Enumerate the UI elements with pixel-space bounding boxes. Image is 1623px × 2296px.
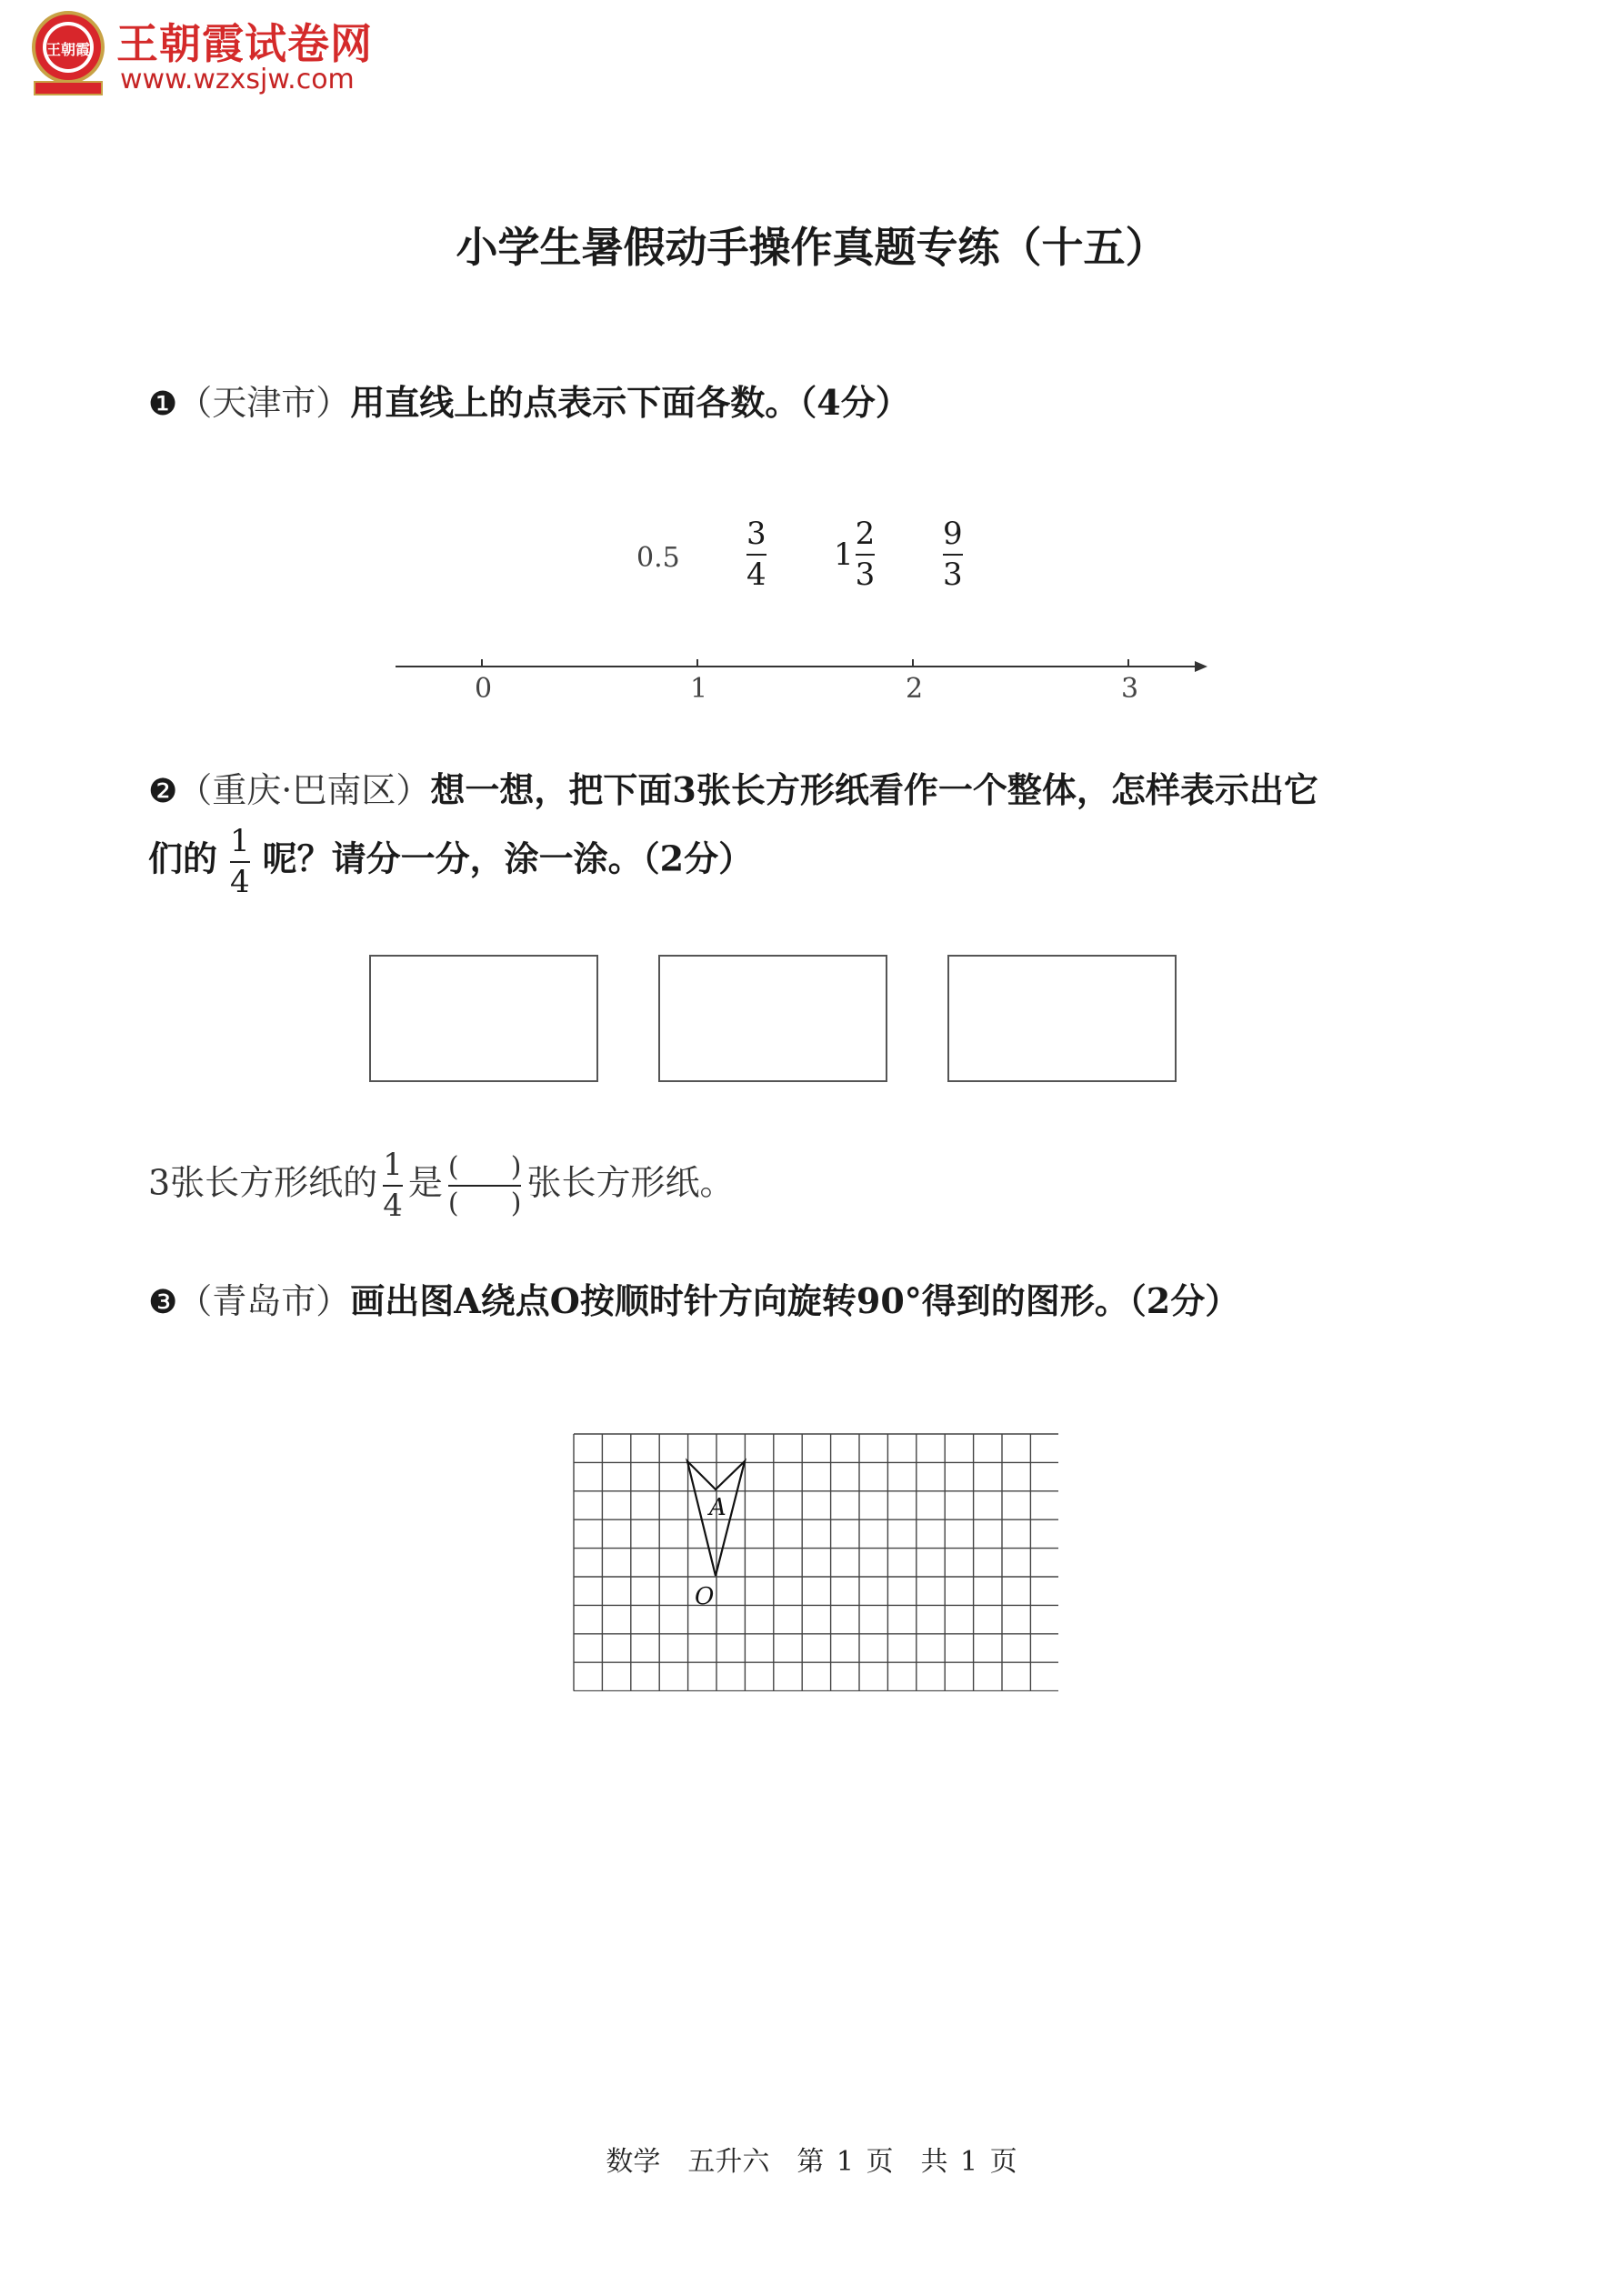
- q2-answer-line: [148, 1148, 734, 1224]
- q3-region: （青岛市）: [177, 1281, 351, 1321]
- q2-answer-post: 张长方形纸。: [526, 1162, 735, 1203]
- q1-value-decimal: 0.5: [636, 542, 680, 574]
- paper-rectangle-1[interactable]: [369, 955, 598, 1082]
- answer-blank-denominator[interactable]: ( ): [447, 1188, 522, 1220]
- q3-text: 画出图A绕点O按顺时针方向旋转90°得到的图形。（2分）: [350, 1280, 1240, 1321]
- frac-num: 1: [383, 1147, 403, 1183]
- grid-figure: [573, 1433, 1058, 1691]
- mixed-whole: 1: [834, 536, 854, 574]
- tick-label-3: 3: [1121, 673, 1139, 705]
- q2-number: ❷: [148, 773, 178, 810]
- frac-den: 3: [943, 556, 963, 594]
- answer-blank-numerator[interactable]: ( ): [447, 1150, 522, 1183]
- q2-region: （重庆·巴南区）: [177, 770, 431, 810]
- q1-value-frac-9-3: [937, 516, 968, 593]
- q2-answer-mid: 是: [407, 1162, 443, 1203]
- frac-num: 9: [943, 516, 963, 552]
- badge-text: 王朝霞: [45, 41, 91, 58]
- q1-number: ❶: [148, 386, 178, 423]
- q3-number: ❸: [148, 1284, 178, 1321]
- tick-label-2: 2: [906, 673, 924, 705]
- q2-prompt-line2: [148, 824, 753, 900]
- tick-label-0: 0: [475, 673, 493, 705]
- frac-num: 2: [855, 516, 876, 552]
- tick-label-1: 1: [690, 673, 708, 705]
- q1-value-mixed: [834, 516, 880, 593]
- paper-rectangle-3[interactable]: [947, 955, 1177, 1082]
- q3-prompt: [148, 1273, 1239, 1323]
- q1-region: （天津市）: [177, 383, 351, 423]
- page-title: 小学生暑假动手操作真题专练（十五）: [456, 223, 1167, 272]
- frac-den: 4: [746, 556, 766, 594]
- frac-den: 4: [383, 1188, 403, 1225]
- label-A: A: [709, 1494, 726, 1521]
- q1-value-frac-3-4: [741, 516, 772, 593]
- q1-prompt: [148, 375, 910, 425]
- page-footer: 数学 五升六 第 1 页 共 1 页: [606, 2146, 1017, 2178]
- frac-den: 3: [855, 556, 876, 594]
- q2-prompt-line1: [148, 762, 1318, 812]
- q2-text-line2-pre: 们的: [148, 837, 218, 879]
- frac-num: 3: [746, 516, 766, 552]
- brand-url: www.wzxsjw.com: [120, 64, 355, 95]
- q2-text-line2-post: 呢？请分一分，涂一涂。（2分）: [262, 837, 754, 879]
- q2-text-line1: 想一想，把下面3张长方形纸看作一个整体，怎样表示出它: [430, 769, 1318, 810]
- frac-num: 1: [230, 823, 250, 859]
- brand-name: 王朝霞试卷网: [116, 19, 373, 68]
- number-line: [391, 650, 1218, 687]
- frac-den: 4: [230, 864, 250, 901]
- paper-rectangle-2[interactable]: [658, 955, 887, 1082]
- label-O: O: [695, 1583, 715, 1610]
- logo-badge: [27, 9, 109, 100]
- grid-lines: [574, 1434, 1058, 1691]
- q2-answer-pre: 3张长方形纸的: [148, 1162, 378, 1203]
- q1-text: 用直线上的点表示下面各数。（4分）: [350, 382, 910, 423]
